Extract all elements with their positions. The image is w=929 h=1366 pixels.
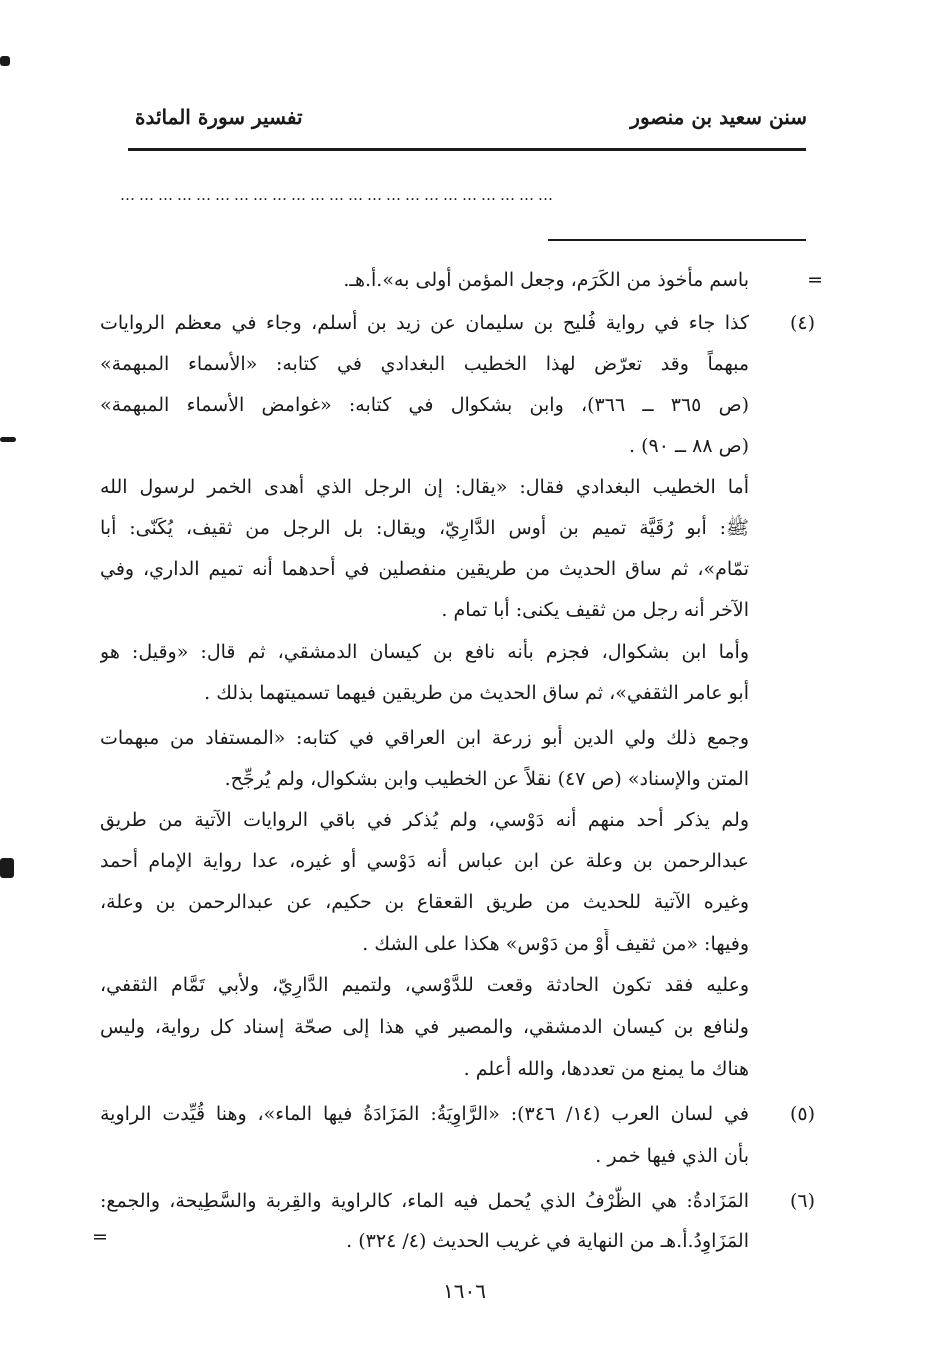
continuation-mark: = (92, 1226, 108, 1248)
footnote-separator (548, 239, 806, 241)
note-line: أبو عامر الثقفي»، ثم ساق الحديث من طريقين فيهما تسميتهما بذلك . (204, 682, 749, 704)
note-line: أما الخطيب البغدادي فقال: «يقال: إن الرجل الذي أهدى الخمر لرسول الله (100, 476, 749, 498)
ellipsis-divider: …………………………………………………………… (120, 186, 557, 204)
footnote-marker: (٤) (789, 312, 815, 334)
note-line: وأما ابن بشكوال، فجزم بأنه نافع بن كيسان الدمشقي، ثم قال: «وقيل: هو (100, 641, 749, 663)
note-line: وغيره الآتية للحديث من طريق القعقاع بن حكيم، عن عبدالرحمن بن وعلة، (100, 891, 749, 913)
note-line: ولم يذكر أحد منهم أنه دَوْسي، ولم يُذكر في باقي الروايات الآتية من طريق (100, 809, 749, 831)
scan-speck (0, 437, 16, 442)
note-line: المَزَاوِدُ.أ.هـ من النهاية في غريب الحديث (٤/ ٣٢٤) . (346, 1230, 749, 1252)
note-line: مبهماً وقد تعرّض لهذا الخطيب البغدادي في كتابه: «الأسماء المبهمة» (100, 353, 749, 375)
note-line: في لسان العرب (١٤/ ٣٤٦): «الرَّاوِيَةُ: المَزَادَةُ فيها الماء»، وهنا قُيِّدت الراوية (100, 1103, 749, 1125)
note-line: الآخر أنه رجل من ثقيف يكنى: أبا تمام . (441, 599, 749, 621)
note-line: بأن الذي فيها خمر . (595, 1145, 749, 1167)
note-line: (ص ٨٨ ــ ٩٠) . (629, 435, 749, 457)
note-line: كذا جاء في رواية فُليح بن سليمان عن زيد بن أسلم، وجاء في معظم الروايات (100, 312, 749, 334)
book-title: سنن سعيد بن منصور (630, 105, 807, 129)
note-line: (ص ٣٦٥ ــ ٣٦٦)، وابن بشكوال في كتابه: «غوامض الأسماء المبهمة» (100, 394, 749, 416)
note-line: باسم مأخوذ من الكَرَم، وجعل المؤمن أولى به».أ.هـ. (343, 269, 749, 291)
continuation-mark: = (807, 269, 823, 291)
footnote-marker: (٦) (789, 1190, 815, 1212)
note-line: وفيها: «من ثقيف أَوْ من دَوْس» هكذا على الشك . (362, 933, 749, 955)
note-line: تمّام»، ثم ساق الحديث من طريقين منفصلين في أحدهما أنه تميم الداري، وفي (100, 558, 749, 580)
footnote-marker: (٥) (789, 1103, 815, 1125)
note-line: ولنافع بن كيسان الدمشقي، والمصير في هذا إلى صحّة إسناد كل رواية، وليس (100, 1016, 749, 1038)
note-line: ﷺ: أبو رُقَيَّة تميم بن أوس الدَّارِيّ، ويقال: بل الرجل من ثقيف، يُكَنّى: أبا (100, 517, 749, 539)
note-line: وجمع ذلك ولي الدين أبو زرعة ابن العراقي في كتابه: «المستفاد من مبهمات (100, 727, 749, 749)
section-title: تفسير سورة المائدة (135, 105, 303, 129)
scan-speck (0, 858, 14, 878)
header-rule (128, 148, 806, 151)
page-number: ١٦٠٦ (443, 1279, 486, 1303)
note-line: عبدالرحمن بن وعلة عن ابن عباس أنه دَوْسي أو غيره، عدا رواية الإمام أحمد (100, 850, 749, 872)
note-line: وعليه فقد تكون الحادثة وقعت للدَّوْسي، ولتميم الدَّارِيّ، ولأبي تَمَّام الثقفي، (100, 974, 749, 996)
scan-speck (0, 56, 10, 66)
note-line: المَزَادةُ: هي الظَّرْفُ الذي يُحمل فيه الماء، كالراوية والقِربة والسَّطِيحة، والجمع: (100, 1190, 749, 1212)
note-line: هناك ما يمنع من تعددها، والله أعلم . (463, 1058, 749, 1080)
note-line: المتن والإسناد» (ص ٤٧) نقلاً عن الخطيب وابن بشكوال، ولم يُرجِّح. (224, 768, 749, 790)
